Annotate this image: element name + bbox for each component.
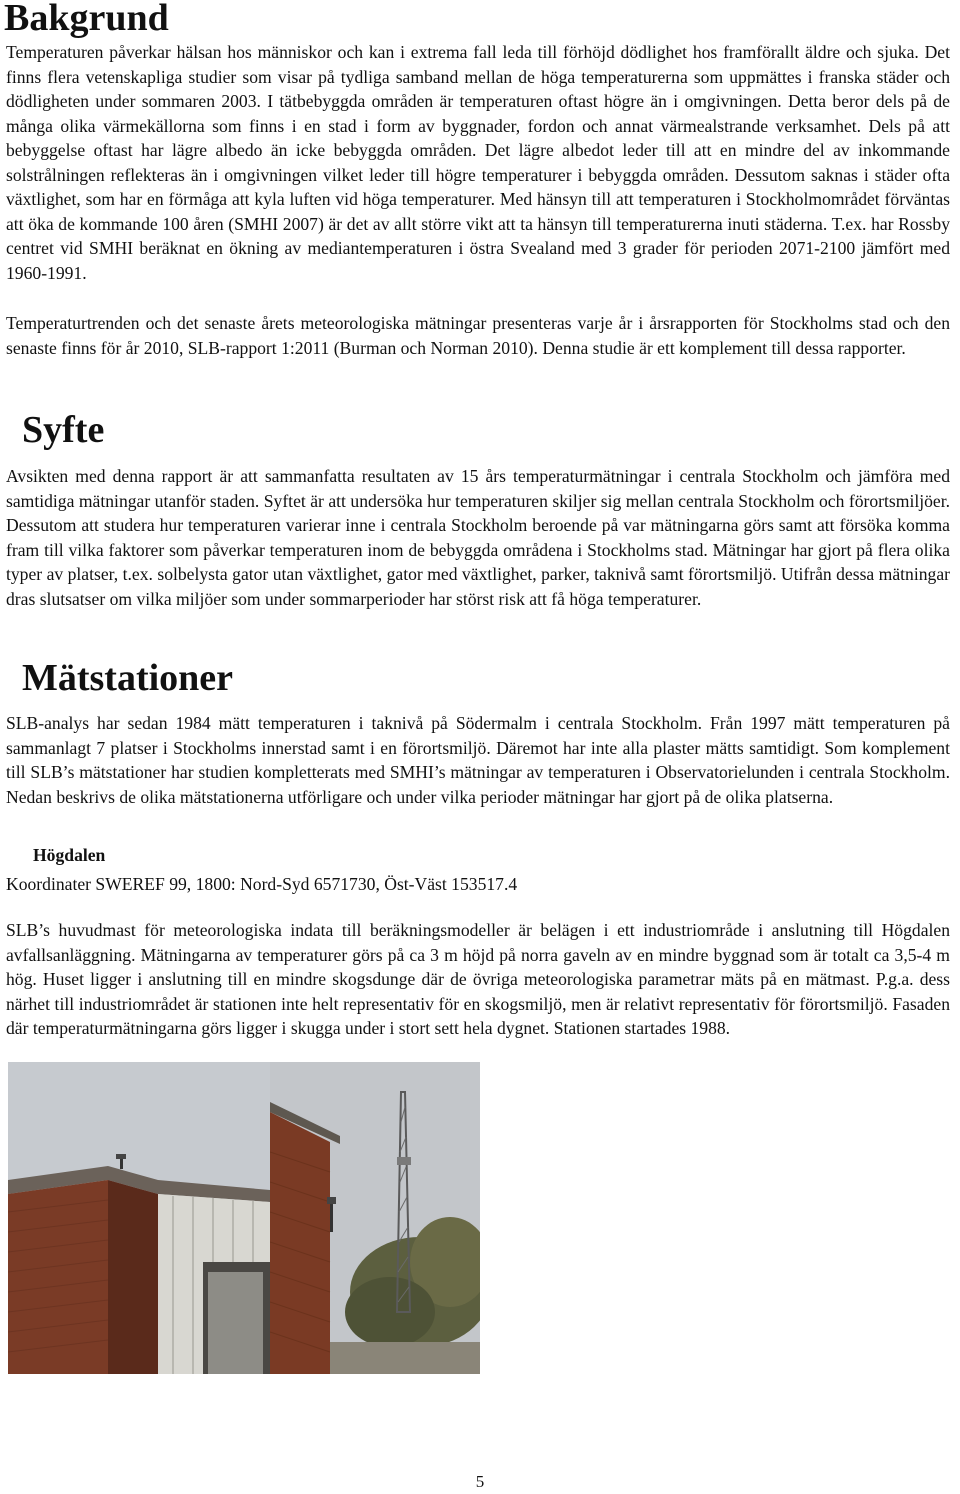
photo-station-building — [8, 1062, 270, 1374]
coordinates-hogdalen: Koordinater SWEREF 99, 1800: Nord-Syd 6571730, Öst-Väst 153517.4 — [6, 874, 518, 894]
paragraph-hogdalen: SLB’s huvudmast för meteorologiska indata till beräkningsmodeller är belägen i ett industriområde i anslutning till Högdalen avfallsanläggning. Mätningarna av temperaturer görs på ca 3 m höjd på norra gaveln av en mindre byggnad som är totalt ca 3,5-4 m hög. Huset ligger i anslutning till en mindre skogsdunge där de övriga meteorologiska parametrar mäts på en mätmast. P.g.a. dess närhet till industriområdet är stationen inte helt representativ för en skogsmiljö, men är relativt representativ för förortsmiljö. Fasaden där temperaturmätningarna görs ligger i skugga under i stort sett hela dygnet. Stationen startades 1988. — [6, 920, 950, 1038]
paragraph-bakgrund-2: Temperaturtrenden och det senaste årets meteorologiska mätningar presenteras varje år i årsrapporten för Stockholms stad och den senaste finns för år 2010, SLB-rapport 1:2011 (Burman och Norman 2010). Denna studie är ett komplement till dessa rapporter. — [6, 313, 950, 358]
page-number: 5 — [475, 1472, 485, 1491]
paragraph-matstationer: SLB-analys har sedan 1984 mätt temperaturen i taknivå på Södermalm i centrala Stockholm. Från 1997 mätt temperaturen på sammanlagt 7 platser i Stockholms innerstad samt i en förortsmiljö. Däremot har inte alla plaster mätts samtidigt. Som komplement till SLB’s mätstationer har studien kompletterats med SMHI’s mätningar av temperaturen i Observatorielunden i centrala Stockholm. Nedan beskrivs de olika mätstationerna utförligare och under vilka perioder mätningar har gjort på de olika platserna. — [6, 713, 950, 807]
paragraph-bakgrund-1: Temperaturen påverkar hälsan hos människor och kan i extrema fall leda till förhöjd dödlighet hos framförallt äldre och sjuka. Det finns flera vetenskapliga studier som visar på tydliga samband mellan de höga temperaturerna som uppmättes i franska städer och dödligheten under sommaren 2003. I tätbebyggda områden är temperaturen oftast högre än i omgivningen. Detta beror dels på de många olika värmekällorna som finns i en stad i form av byggnader, fordon och annat värmealstrande verksamhet. Dels på att bebyggelse oftast har lägre albedo än icke bebyggda områden. Det lägre albedot leder till att en mindre del av inkommande solstrålningen reflekteras än i omgivningen vilket leder till högre temperaturer i bebyggda områden. Dessutom saknas i städer ofta växtlighet, som har en förmåga att kyla luften vid höga temperaturer. Med hänsyn till att temperaturen i Stockholmområdet förväntas att öka de kommande 100 åren (SMHI 2007) är det av allt större vikt att ta hänsyn till temperaturerna inuti städerna. T.ex. har Rossby centret vid SMHI beräknat en ökning av mediantemperaturen i östra Svealand med 3 grader för perioden 2071-2100 jämfört med 1960-1991. — [6, 42, 950, 283]
heading-matstationer: Mätstationer — [22, 657, 234, 699]
heading-syfte: Syfte — [22, 409, 105, 451]
heading-hogdalen: Högdalen — [33, 845, 106, 865]
paragraph-syfte: Avsikten med denna rapport är att sammanfatta resultaten av 15 års temperaturmätningar i centrala Stockholm och jämföra med samtidiga mätningar utanför staden. Syftet är att undersöka hur temperaturen skiljer sig mellan centrala Stockholm och förortsmiljöer. Dessutom att studera hur temperaturen varierar inne i centrala Stockholm beroende på var mätningarna görs samt att försöka komma fram till vilka faktorer som påverkar temperaturen inom de bebyggda områdena i Stockholms stad. Mätningar har gjort på flera olika typer av platser, t.ex. solbelysta gator utan växtlighet, gator med växtlighet, parker, taknivå samt förortsmiljö. Utifrån dessa mätningar dras slutsatser om vilka miljöer som under sommarperioder har störst risk att få höga temperaturer. — [6, 466, 950, 609]
photo-measurement-mast — [270, 1062, 480, 1374]
heading-bakgrund: Bakgrund — [4, 0, 169, 39]
